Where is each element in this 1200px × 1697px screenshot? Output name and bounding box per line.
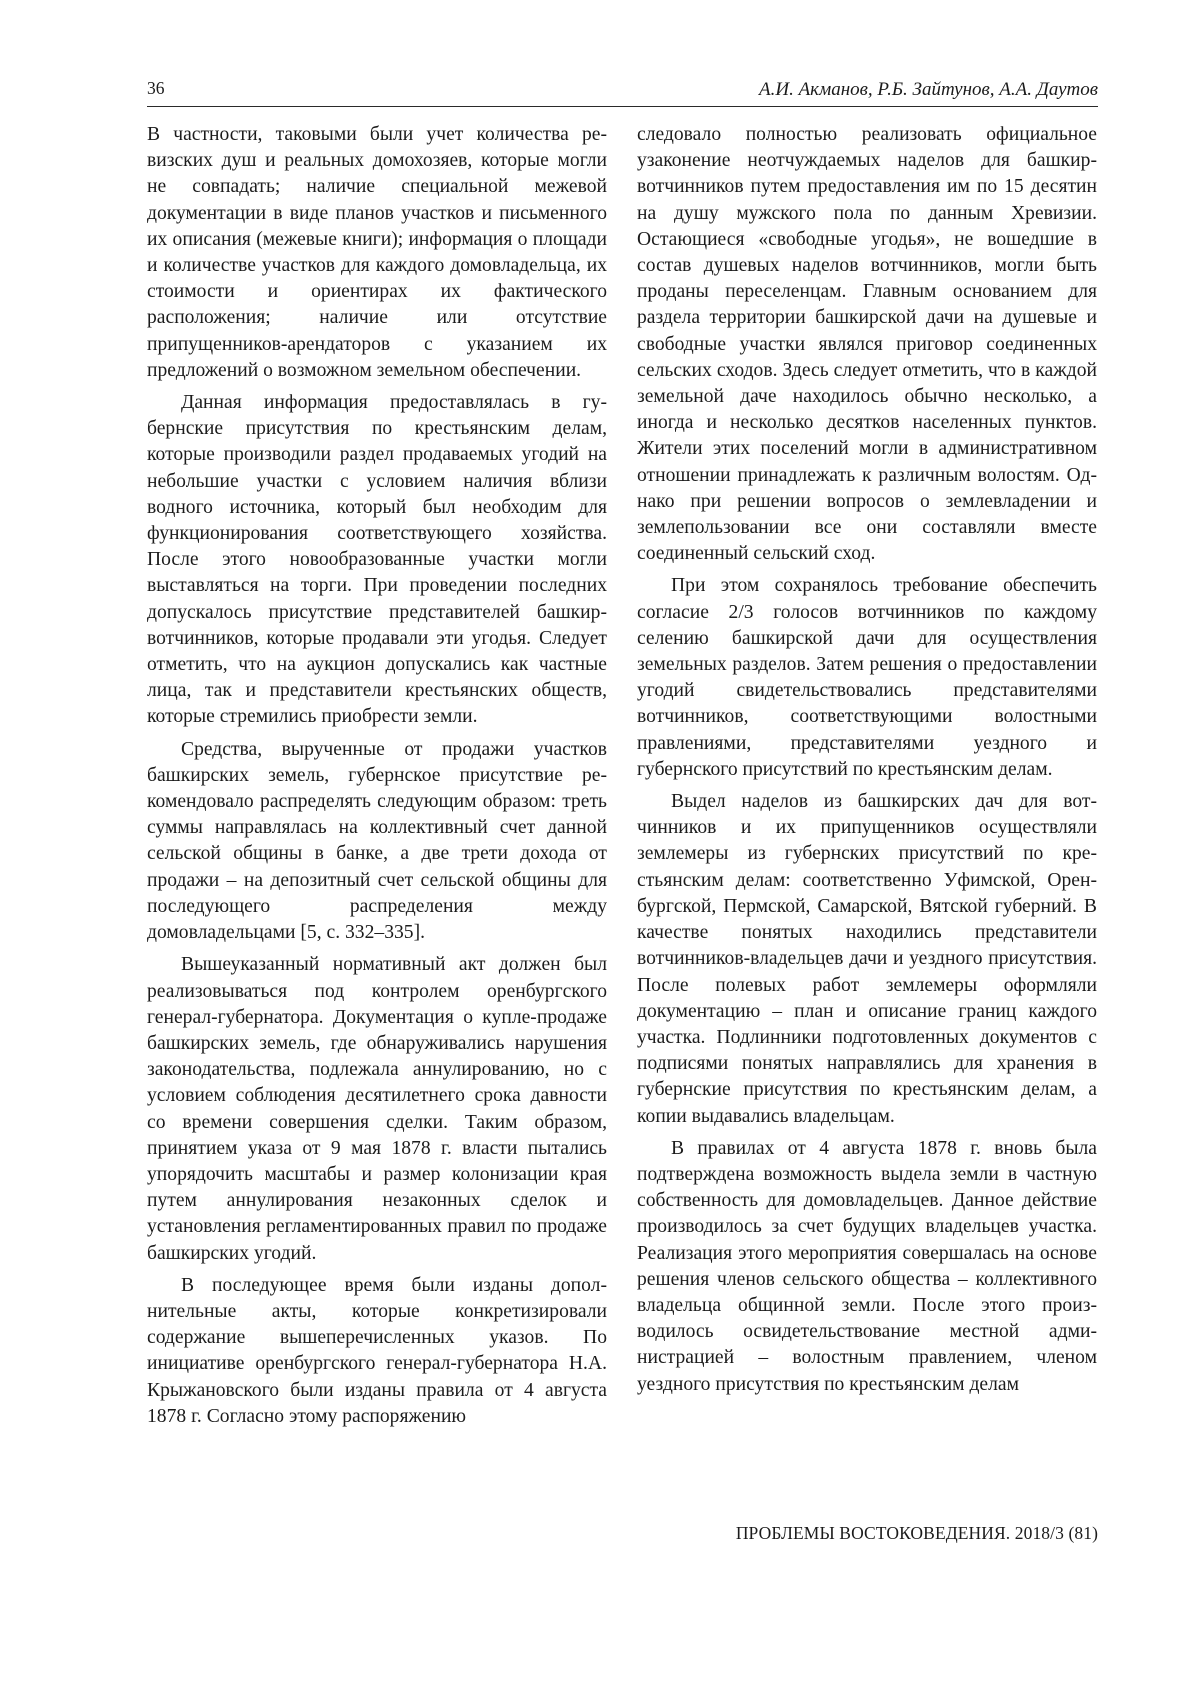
paragraph: Средства, вырученные от продажи участков башкирских земель, губернское присутствие рекомендовало распределять следующим образом: треть суммы направлялась на коллективный счет данной сельской общины в банке, а две трети дохода от продажи – на депозитный счет сельской общины для последующего распределения между домовладельцами [5, с. 332–335]. — [147, 738, 607, 944]
left-column — [147, 122, 607, 1436]
journal-footer: ПРОБЛЕМЫ ВОСТОКОВЕДЕНИЯ. 2018/3 (81) — [735, 1523, 1098, 1543]
paragraph: В правилах от 4 августа 1878 г. вновь была подтверждена возможность выдела земли в частную собственность для домовладельцев. Данное действие производилось за счет будущих владельцев участка. Реализация этого мероприятия совершалась на основе решения членов сельского общества – коллективного владельца общинной земли. После этого производилось освидетельствование местной администрацией – волостным правлением, членом уездного присутствия по крестьянским делам — [637, 1137, 1097, 1395]
paragraph: Выдел наделов из башкирских дач для вотчинников и их припущенников осуществляли землемеры из губернских присутствий по крестьянским делам: соответственно Уфимской, Оренбургской, Пермской, Самарской, Вятской губерний. В качестве понятых находились представители вотчинников-владельцев дачи и уездного присутствия. После полевых работ землемеры оформляли документацию – план и описание границ каждого участка. Подлинники подготовленных документов с подписями понятых направлялись для хранения в губернские присутствия по крестьянским делам, а копии выдавались владельцам. — [637, 791, 1097, 1127]
running-header — [147, 78, 1098, 107]
paragraph: При этом сохранялось требование обеспечить согласие 2/3 голосов вотчинников по каждому селению башкирской дачи для осуществления земельных разделов. Затем решения о предоставлении угодий свидетельствовались представителями вотчинников, соответствующими волостными правлениями, представителями уездного и губернского присутствий по крестьянским делам. — [637, 575, 1097, 780]
page-number: 36 — [147, 78, 165, 98]
running-authors: А.И. Акманов, Р.Б. Зайтунов, А.А. Даутов — [759, 79, 1098, 100]
right-column — [637, 122, 1097, 1404]
paragraph: В последующее время были изданы дополнительные акты, которые конкретизировали содержание вышеперечисленных указов. По инициативе оренбургского генерал-губернатора Н.А. Крыжановского были изданы правила от 4 августа 1878 г. Согласно этому распоряжению — [147, 1274, 607, 1427]
paragraph: следовало полностью реализовать официальное узаконение неотчуждаемых наделов для башкирвотчинников путем предоставления им по 15 десятин на душу мужского пола по данным Xревизии. Остающиеся «свободные угодья», не вошедшие в состав душевых наделов вотчинников, могли быть проданы переселенцам. Главным основанием для раздела территории башкирской дачи на душевые и свободные участки являлся приговор соединенных сельских сходов. Здесь следует отметить, что в каждой земельной даче находилось обычно несколько, а иногда и несколько десятков населенных пунктов. Жители этих поселений могли в административном отношении принадлежать к различным волостям. Однако при решении вопросов о землевладении и землепользовании все они составляли вместе соединенный сельский сход. — [637, 124, 1097, 565]
paragraph: В частности, таковыми были учет количества ревизских душ и реальных домохозяев, которые могли не совпадать; наличие специальной межевой документации в виде планов участков и письменного их описания (межевые книги); информация о площади и количестве участков для каждого домовладельца, их стоимости и ориентирах их фактического расположения; наличие или отсутствие припущенников-арендаторов с указанием их предложений о возможном земельном обеспечении. — [147, 124, 607, 381]
paragraph: Данная информация предоставлялась в губернские присутствия по крестьянским делам, которые производили раздел продаваемых угодий на небольшие участки с условием наличия вблизи водного источника, который был необходим для функционирования соответствующего хозяйства. После этого новообразованные участки могли выставляться на торги. При проведении последних допускалось присутствие представителей башкир-вотчинников, которые продавали эти угодья. Следует отметить, что на аукцион допускались как частные лица, так и представители крестьянских обществ, которые стремились приобрести земли. — [147, 392, 607, 728]
paragraph: Вышеуказанный нормативный акт должен был реализовываться под контролем оренбургского генерал-губернатора. Документация о купле-продаже башкирских земель, где обнаруживались нарушения законодательства, подлежала аннулированию, но с условием соблюдения десятилетнего срока давности со времени совершения сделки. Таким образом, принятием указа от 9 мая 1878 г. власти пытались упорядочить масштабы и размер колонизации края путем аннулирования незаконных сделок и установления регламентированных правил по продаже башкирских угодий. — [147, 954, 607, 1264]
